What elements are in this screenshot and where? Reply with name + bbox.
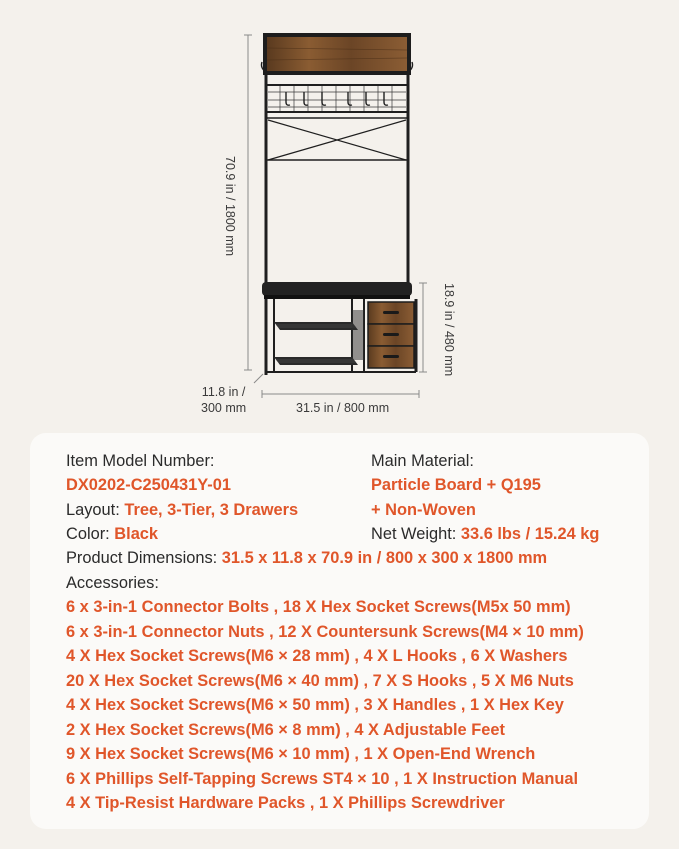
bench-cushion [262,282,412,299]
model-value-text: DX0202-C250431Y-01 [66,476,231,494]
shoe-shelves [274,310,364,365]
product-dimensions-value: 31.5 x 11.8 x 70.9 in / 800 x 300 x 1800 mm [221,549,548,567]
layout-row [66,500,298,520]
accessory-line: 6 x 3-in-1 Connector Nuts , 12 X Countersunk Screws(M4 × 10 mm) [66,623,584,641]
accessory-line: 2 X Hex Socket Screws(M6 × 8 mm) , 4 X Adjustable Feet [66,721,505,739]
color-value: Black [114,525,159,543]
weight-label: Net Weight: [371,525,457,543]
color-row [66,524,158,544]
depth-dimension-label [201,384,246,416]
weight-row [371,524,599,544]
accessories-label [66,573,159,593]
color-label: Color: [66,525,110,543]
layout-value: Tree, 3-Tier, 3 Drawers [124,501,299,519]
material-value-line-2 [371,500,476,520]
accessory-line: 6 x 3-in-1 Connector Bolts , 18 X Hex Socket Screws(M5x 50 mm) [66,598,571,616]
accessory-line: 4 X Hex Socket Screws(M6 × 50 mm) , 3 X Handles , 1 X Hex Key [66,696,564,714]
material-value-line-1 [371,475,541,495]
material-line-1-text: Particle Board + Q195 [371,476,541,494]
model-label-text: Item Model Number: [66,452,215,470]
depth-line-1: 11.8 in / [201,385,246,399]
accessories-label-text: Accessories: [66,574,159,592]
layout-label: Layout: [66,501,120,519]
product-dimensions-row [66,548,547,568]
accessory-line: 6 X Phillips Self-Tapping Screws ST4 × 10 , 1 X Instruction Manual [66,770,579,788]
bench-height-dimension-label: 18.9 in / 480 mm [442,283,456,377]
accessory-line: 4 X Tip-Resist Hardware Packs , 1 X Phillips Screwdriver [66,794,505,812]
drawers [368,302,414,368]
model-label [66,451,214,471]
accessory-line: 4 X Hex Socket Screws(M6 × 28 mm) , 4 X L Hooks , 6 X Washers [66,647,568,665]
depth-line-2: 300 mm [201,401,247,415]
weight-value: 33.6 lbs / 15.24 kg [460,525,600,543]
material-line-2-text: + Non-Woven [371,501,476,519]
height-dimension-label: 70.9 in / 1800 mm [223,156,237,257]
top-cabinet [263,33,411,75]
model-value [66,475,231,495]
accessory-line: 20 X Hex Socket Screws(M6 × 40 mm) , 7 X S Hooks , 5 X M6 Nuts [66,672,574,690]
material-label-text: Main Material: [371,452,474,470]
product-dimensions-label: Product Dimensions: [66,549,218,567]
material-label [371,451,474,471]
width-dimension-label: 31.5 in / 800 mm [296,401,390,415]
accessory-line: 9 X Hex Socket Screws(M6 × 10 mm) , 1 X Open-End Wrench [66,745,536,763]
mesh-panel [268,86,406,111]
